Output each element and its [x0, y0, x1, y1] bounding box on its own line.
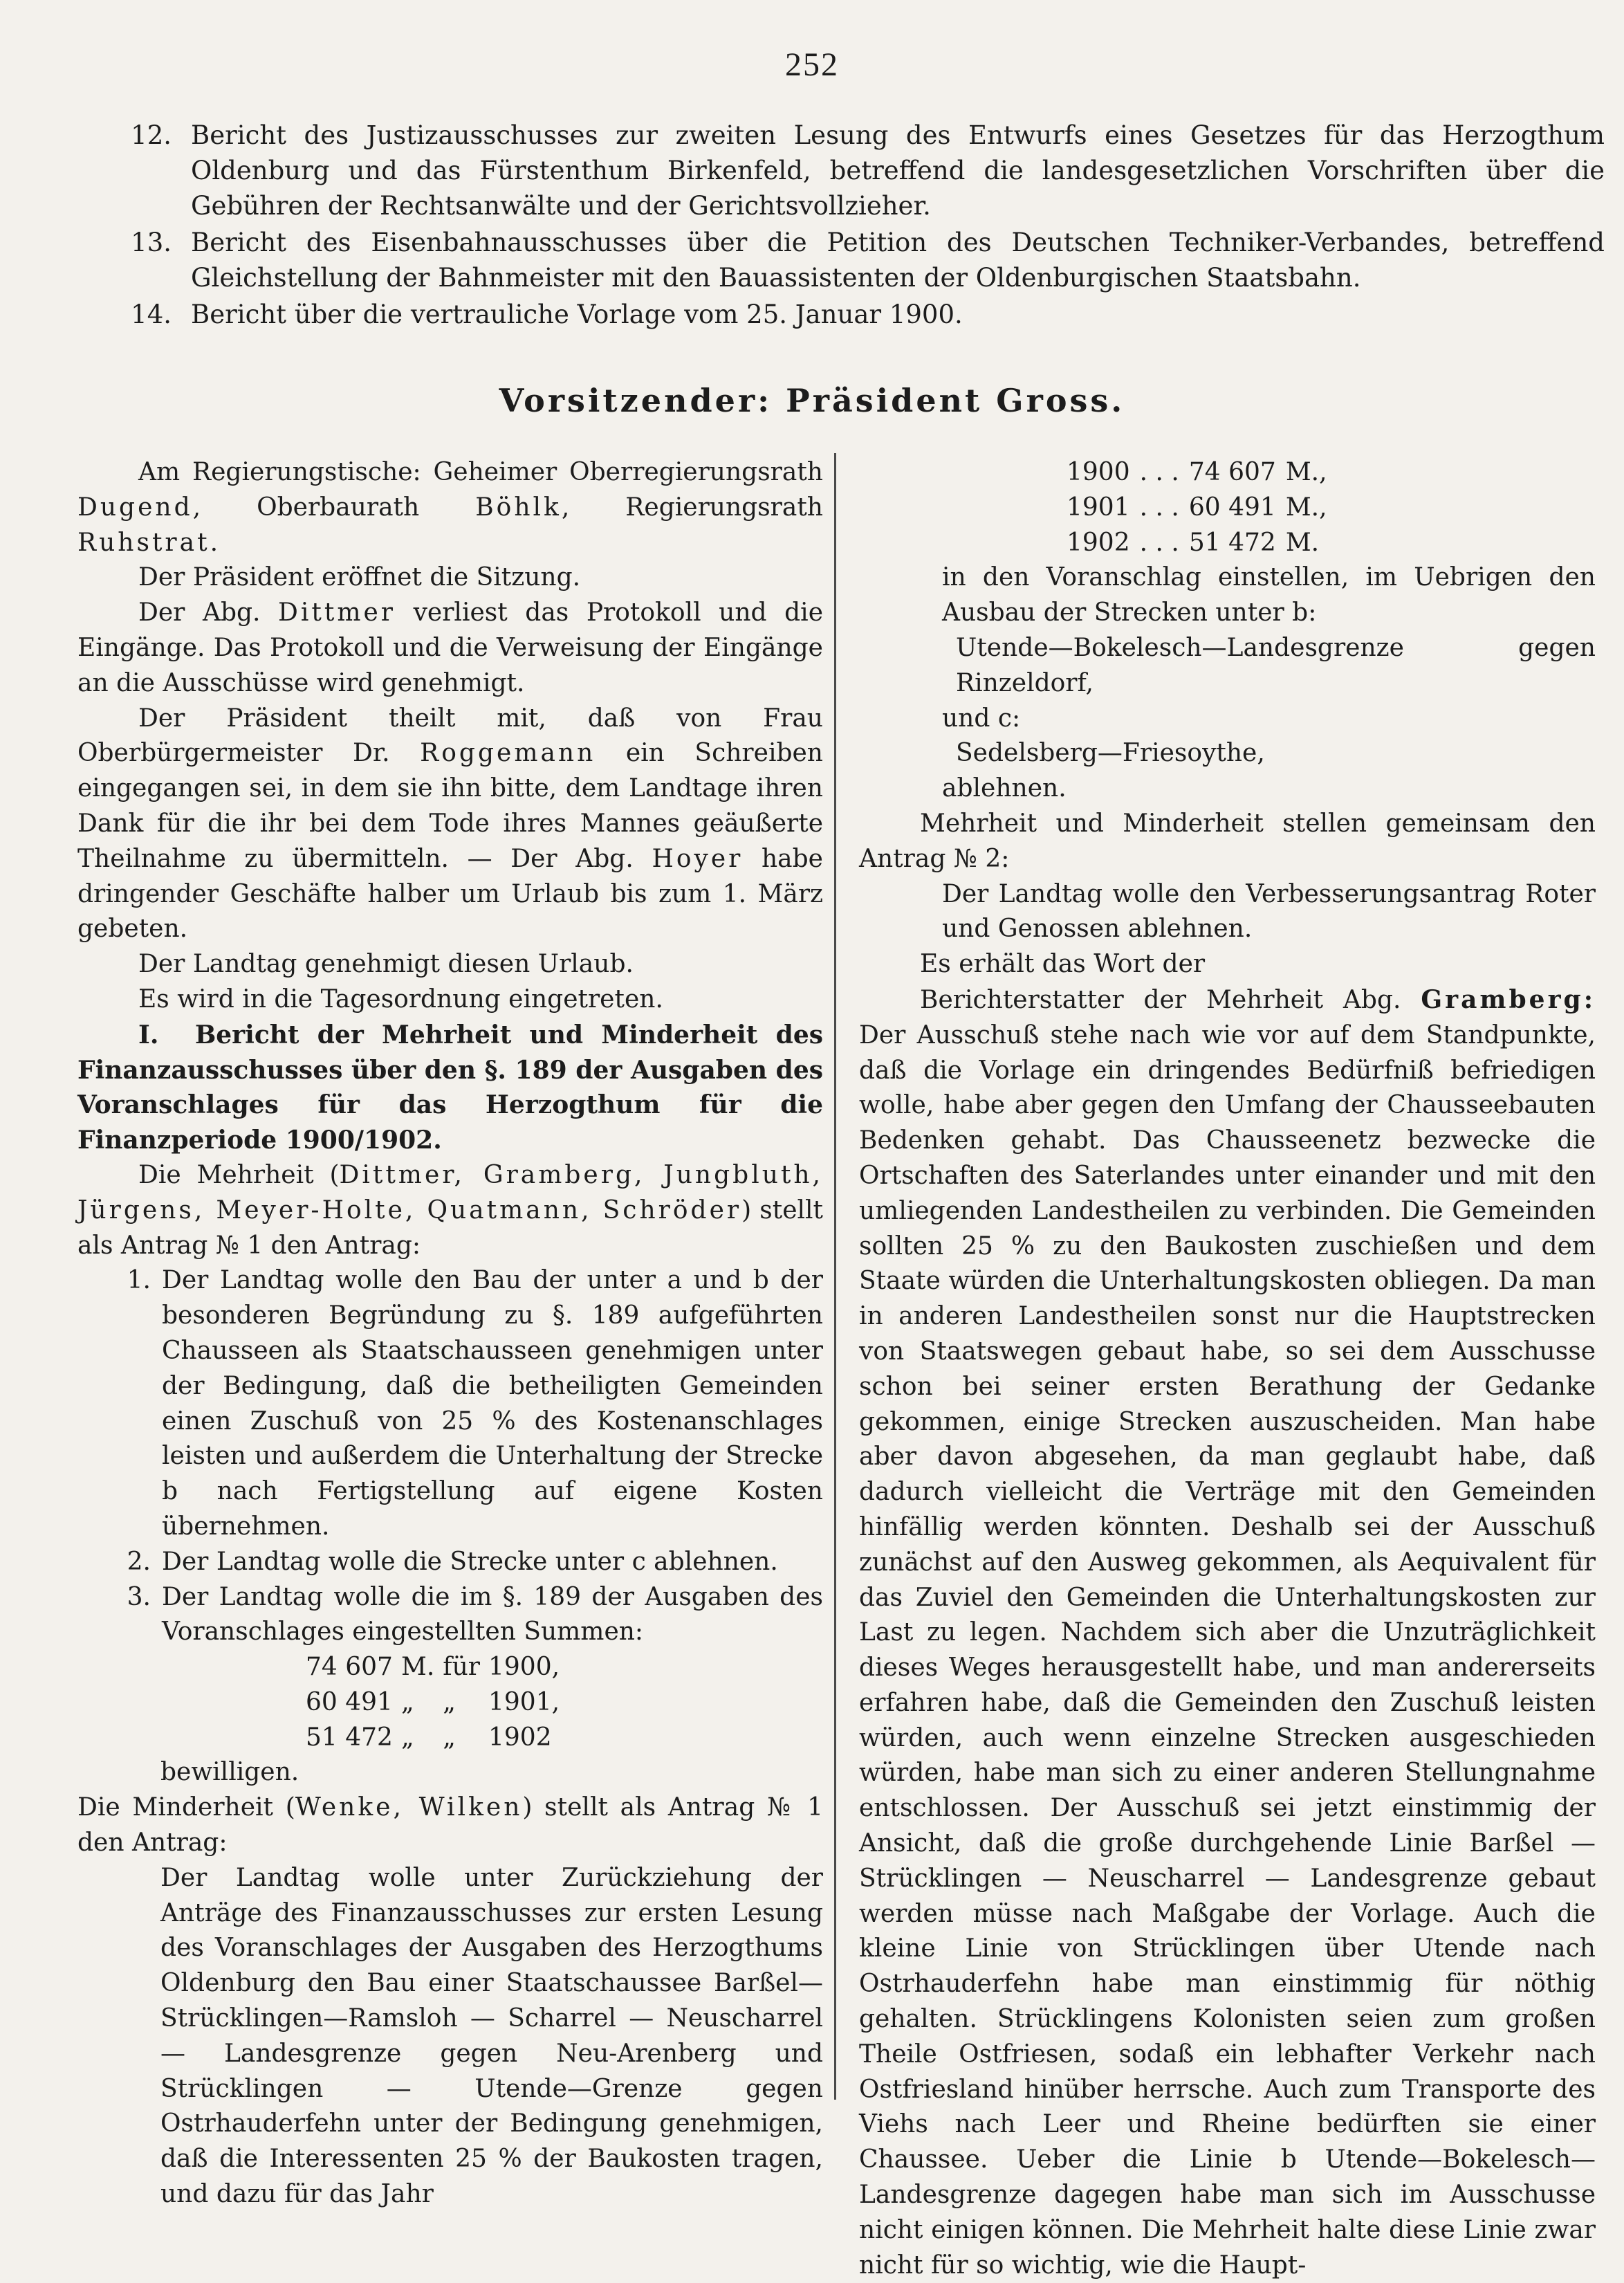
route: Sedelsberg—Friesoythe, [956, 739, 1265, 768]
item-text: Der Landtag wolle die Strecke unter c ablehnen. [162, 1547, 778, 1576]
column-divider [834, 453, 836, 2100]
paragraph: Es wird in die Tagesordnung eingetreten. [138, 984, 663, 1014]
page-number: 252 [785, 46, 839, 83]
paragraph: Mehrheit und Minderheit stellen gemeinsam den Antrag № 2: [859, 809, 1596, 873]
paragraph [77, 455, 823, 560]
year: 1902 [1067, 528, 1130, 557]
year: 1901, [488, 1687, 560, 1716]
paragraph [77, 596, 823, 701]
years-row [1067, 526, 1337, 561]
dots: . . . [1139, 458, 1179, 486]
agenda-number: 13. [131, 228, 172, 257]
paragraph: in den Voranschlag einstellen, im Uebrigen den Ausbau der Strecken unter b: [942, 563, 1596, 627]
item-text: Der Landtag wolle den Bau der unter a und b der besonderen Begründung zu §. 189 aufgeführten Chausseen als Staatschausseen genehmigen unter der Bedingung, daß die betheiligten Gemeinden einen Zuschuß von 25 % des Kostenanschlages leisten und außerdem die Unterhaltung der Strecke b nach Fertigstellung auf eigene Kosten übernehmen. [162, 1266, 823, 1541]
person-name: Hoyer [652, 844, 744, 873]
amount: 51 472 [1188, 528, 1276, 557]
agenda-number: 14. [131, 300, 172, 329]
amount: 74 607 [1188, 458, 1276, 486]
sums-row [306, 1650, 568, 1685]
sums-table [306, 1650, 568, 1755]
item-text: Der Landtag wolle die im §. 189 der Ausgaben des Voranschlages eingestellten Summen: [162, 1582, 823, 1647]
paragraph: Der Präsident eröffnet die Sitzung. [138, 563, 581, 592]
unit: M., [1285, 458, 1327, 486]
right-column [859, 455, 1596, 2283]
paragraph: Der Landtag genehmigt diesen Urlaub. [138, 950, 634, 979]
word: für [443, 1653, 480, 1682]
paragraph [859, 982, 1596, 2283]
text: , Regierungsrath [561, 493, 823, 522]
amount: 60 491 [1188, 493, 1276, 522]
paragraph: Es erhält das Wort der [920, 950, 1206, 979]
route: Utende—Bokelesch—Landesgrenze gegen Rinzeldorf, [956, 633, 1596, 697]
years-table [1067, 455, 1337, 560]
agenda-item [83, 225, 1605, 295]
year: 1902 [488, 1723, 552, 1752]
unit: „ [400, 1723, 414, 1752]
agenda-text: Bericht des Justizausschusses zur zweiten Lesung des Entwurfs eines Gesetzes für das Herzogthum Oldenburg und das Fürstenthum Birkenfeld, betreffend die landesgesetzlichen Vorschriften über die Gebühren der Rechtsanwälte und der Gerichtsvollzieher. [191, 120, 1605, 221]
section-title: Bericht der Mehrheit und Minderheit des Finanzausschusses über den §. 189 der Ausgaben des Voranschlages für das Herzogthum für die Finanzperiode 1900/1902. [77, 1020, 823, 1155]
text: verliest das Protokoll und die Eingänge. Das Protokoll und die Verweisung der Eingänge an die Ausschüsse wird genehmigt. [77, 598, 823, 697]
dots: . . . [1139, 493, 1179, 522]
year: 1900 [1067, 458, 1130, 486]
chair-heading: Vorsitzender: Präsident Gross. [499, 382, 1125, 419]
item-number: 1. [127, 1266, 151, 1295]
quoted-motion: Der Landtag wolle den Verbesserungsantrag Roter und Genossen ablehnen. [942, 879, 1596, 944]
text: ) stellt als Antrag № 1 den Antrag: [77, 1195, 823, 1260]
year: 1901 [1067, 493, 1130, 522]
section-heading [77, 1018, 823, 1158]
text: Berichterstatter der Mehrheit Abg. [920, 985, 1421, 1014]
text: Der Ausschuß stehe nach wie vor auf dem Standpunkte, daß die Vorlage ein dringendes Bedürfniß befriedigen wolle, habe aber gegen den Umfang der Chausseebauten Bedenken gehabt. Das Chausseenetz bezwecke die Ortschaften des Saterlandes unter einander und mit den umliegenden Landestheilen zu verbinden. Die Gemeinden sollten 25 % zu den Baukosten zuschießen und dem Staate würden die Unterhaltungskosten obliegen. Da man in anderen Landestheilen sonst nur die Hauptstrecken von Staatswegen gebaut habe, so sei dem Ausschusse schon bei seiner ersten Berathung der Gedanke gekommen, einige Strecken auszuscheiden. Man habe aber davon abgesehen, da man geglaubt habe, daß dadurch vielleicht die Verträge mit den Gemeinden hinfällig werden könnten. Deshalb sei der Ausschuß zunächst auf den Ausweg gekommen, als Aequivalent für das Zuviel den Gemeinden die Unterhaltungskosten zur Last zu legen. Nachdem sich aber die Unzuträglichkeit dieses Weges herausgestellt habe, und man andererseits erfahren habe, daß die Gemeinden den Zuschuß leisten würden, auch wenn einzelne Strecken ausgeschieden würden, habe man sich zu einer anderen Stellungnahme entschlossen. Der Ausschuß sei jetzt einstimmig der Ansicht, daß die große durchgehende Linie Barßel — Strücklingen — Neuscharrel — Landesgrenze gebaut werden müsse nach Maßgabe der Vorlage. Auch die kleine Linie von Strücklingen über Utende nach Ostrhauderfehn habe man einstimmig für nöthig gehalten. Strücklingens Kolonisten seien zum großen Theile Ostfriesen, sodaß ein lebhafter Verkehr nach Ostfriesland hinüber herrsche. Auch zum Transporte des Viehs nach Leer und Rheine bedürften sie einer Chaussee. Ueber die Linie b Utende—Bokelesch—Landesgrenze dagegen habe man sich im Ausschusse nicht einigen können. Die Mehrheit halte diese Linie zwar nicht für so wichtig, wie die Haupt- [859, 1020, 1596, 2280]
amount: 74 607 [306, 1653, 393, 1682]
word: „ [443, 1687, 456, 1716]
motion-item [77, 1263, 823, 1544]
person-name: Roggemann [420, 739, 596, 768]
agenda-text: Bericht über die vertrauliche Vorlage vom 25. Januar 1900. [191, 300, 963, 329]
section-number: I. [138, 1020, 159, 1049]
sums-row [306, 1721, 568, 1756]
text: Der Präsident theilt mit, daß von Frau Oberbürgermeister Dr. [77, 704, 823, 768]
year: 1900, [488, 1653, 560, 1682]
text: ein Schreiben eingegangen sei, in dem sie ihn bitte, dem Landtage ihren Dank für die ihr bei dem Tode ihres Mannes geäußerte Theilnahme zu übermitteln. — Der Abg. [77, 739, 823, 873]
paragraph: und c: [942, 704, 1021, 733]
unit: „ [400, 1687, 414, 1716]
person-name: Dugend [77, 493, 193, 522]
text: . [210, 528, 219, 557]
person-name: Ruhstrat [77, 528, 210, 557]
item-number: 2. [127, 1547, 151, 1576]
motion-item [77, 1580, 823, 1651]
years-row [1067, 455, 1337, 490]
unit: M., [1285, 493, 1327, 522]
text: Die Mehrheit ( [138, 1160, 340, 1189]
amount: 51 472 [306, 1723, 393, 1752]
paragraph: bewilligen. [160, 1758, 299, 1787]
person-name: Böhlk [475, 493, 562, 522]
item-number: 3. [127, 1582, 151, 1611]
paragraph [77, 1790, 823, 1861]
text: ) stellt als Antrag № 1 den Antrag: [77, 1793, 824, 1858]
text: , Oberbaurath [192, 493, 476, 522]
agenda-list [83, 118, 1605, 333]
amount: 60 491 [306, 1687, 393, 1716]
sums-row [306, 1685, 568, 1721]
person-names: Wenke, Wilken [295, 1793, 523, 1822]
text: Am Regierungstische: Geheimer Oberregierungsrath [138, 458, 823, 486]
agenda-item [83, 297, 1605, 332]
dots: . . . [1139, 528, 1179, 557]
motion-item [77, 1545, 823, 1580]
agenda-text: Bericht des Eisenbahnausschusses über die Petition des Deutschen Techniker-Verbandes, betreffend Gleichstellung der Bahnmeister mit den Bauassistenten der Oldenburgischen Staatsbahn. [191, 228, 1605, 293]
paragraph: ablehnen. [942, 774, 1067, 803]
paragraph [77, 1158, 823, 1263]
quoted-motion: Der Landtag wolle unter Zurückziehung der Anträge des Finanzausschusses zur ersten Lesung des Voranschlages der Ausgaben des Herzogthums Oldenburg den Bau einer Staatschaussee Barßel—Strücklingen—Ramsloh — Scharrel — Neuscharrel — Landesgrenze gegen Neu-Arenberg und Strücklingen — Utende—Grenze gegen Ostrhauderfehn unter der Bedingung genehmigen, daß die Interessenten 25 % der Baukosten tragen, und dazu für das Jahr [160, 1863, 823, 2209]
unit: M. [400, 1653, 435, 1682]
text: Der Abg. [138, 598, 279, 627]
text: habe dringender Geschäfte halber um Urlaub bis zum 1. März gebeten. [77, 844, 823, 944]
paragraph [77, 702, 823, 948]
agenda-item [83, 118, 1605, 223]
person-name: Dittmer [278, 598, 396, 627]
word: „ [443, 1723, 456, 1752]
unit: M. [1285, 528, 1320, 557]
speaker-name: Gramberg: [1421, 984, 1596, 1014]
left-column [77, 455, 823, 2212]
text: Die Minderheit ( [77, 1793, 295, 1822]
person-names: Dittmer, Gramberg, Jungbluth, Jürgens, Meyer-Holte, Quatmann, Schröder [77, 1160, 823, 1225]
agenda-number: 12. [131, 120, 172, 150]
years-row [1067, 490, 1337, 526]
